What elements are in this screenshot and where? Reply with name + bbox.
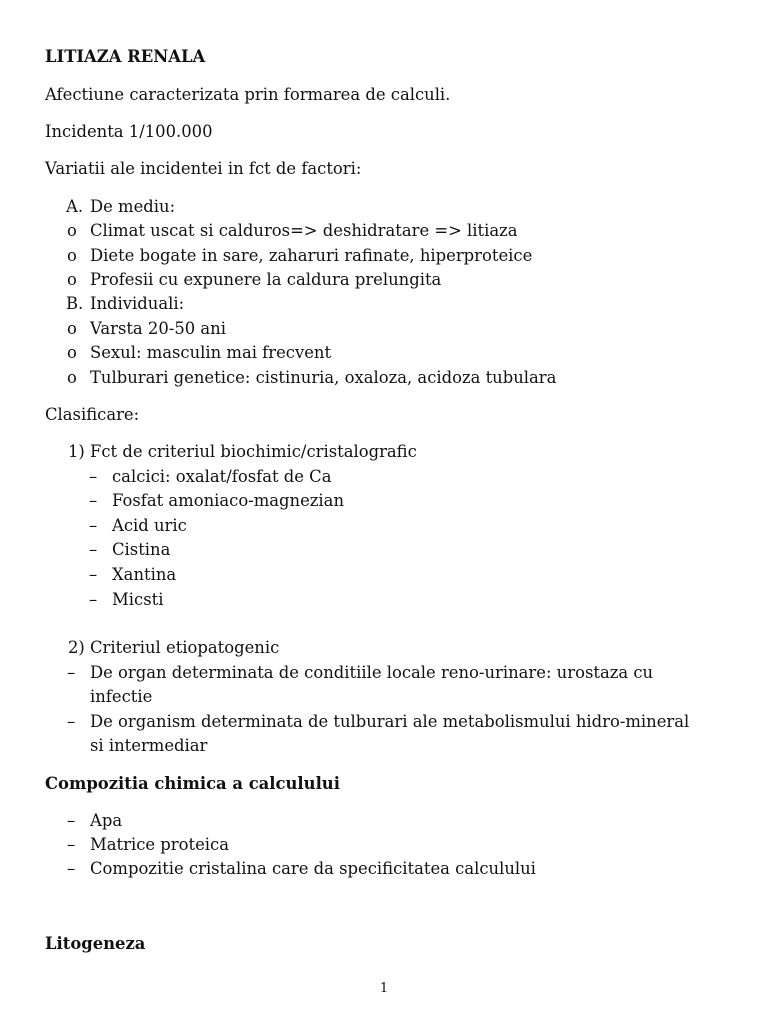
bullet-marker: o	[67, 246, 77, 265]
list-item-text: Sexul: masculin mai frecvent	[90, 343, 332, 362]
factor-environmental-heading	[66, 196, 176, 218]
list-item-text: De organ determinata de conditiile locale reno-urinare: urostaza cu	[90, 663, 654, 682]
criterion-label: Criteriul etiopatogenic	[90, 638, 280, 657]
list-item	[67, 858, 536, 880]
list-marker: A.	[66, 197, 84, 216]
factor-individual-heading	[66, 293, 185, 315]
list-item-text: Profesii cu expunere la caldura prelungita	[90, 270, 442, 289]
list-item-continuation: infectie	[90, 687, 153, 706]
dash-marker: –	[89, 540, 98, 559]
list-item	[89, 539, 171, 561]
list-item	[67, 342, 332, 364]
dash-marker: –	[89, 516, 98, 535]
list-item-text: Diete bogate in sare, zaharuri rafinate, hiperproteice	[90, 246, 533, 265]
list-item	[67, 834, 229, 856]
dash-marker: –	[67, 663, 76, 682]
list-marker: 2)	[68, 638, 85, 657]
factor-label: Individuali:	[90, 294, 185, 313]
list-item	[67, 810, 123, 832]
list-item	[89, 589, 164, 611]
list-item	[67, 269, 442, 291]
lithogenesis-heading: Litogeneza	[45, 934, 146, 953]
list-item-text: Compozitie cristalina care da specificitatea calculului	[90, 859, 536, 878]
bullet-marker: o	[67, 368, 77, 387]
list-item-text: Apa	[90, 811, 123, 830]
bullet-marker: o	[67, 319, 77, 338]
list-item	[67, 662, 654, 684]
list-item-text: Matrice proteica	[90, 835, 229, 854]
list-item-text: Micsti	[112, 590, 164, 609]
list-item	[67, 318, 226, 340]
list-marker: B.	[66, 294, 84, 313]
list-item	[89, 490, 344, 512]
list-item-text: calcici: oxalat/fosfat de Ca	[112, 467, 332, 486]
list-item	[67, 711, 690, 733]
composition-heading: Compozitia chimica a calculului	[45, 774, 340, 793]
dash-marker: –	[67, 811, 76, 830]
dash-marker: –	[67, 835, 76, 854]
dash-marker: –	[67, 712, 76, 731]
criterion-biochemical-heading	[68, 441, 417, 463]
list-item-text: Xantina	[112, 565, 177, 584]
list-item	[67, 245, 533, 267]
list-item-text: Cistina	[112, 540, 171, 559]
factor-label: De mediu:	[90, 197, 176, 216]
bullet-marker: o	[67, 343, 77, 362]
criterion-label: Fct de criteriul biochimic/cristalografic	[90, 442, 417, 461]
bullet-marker: o	[67, 221, 77, 240]
list-item-text: Varsta 20-50 ani	[90, 319, 226, 338]
dash-marker: –	[89, 590, 98, 609]
criterion-etiopathogenic-heading	[68, 637, 280, 659]
page-number: 1	[379, 981, 389, 996]
intro-paragraph: Afectiune caracterizata prin formarea de calculi.	[45, 85, 451, 104]
list-item	[89, 515, 187, 537]
list-item-text: Acid uric	[112, 516, 187, 535]
list-item	[89, 466, 332, 488]
list-item-text: De organism determinata de tulburari ale metabolismului hidro-mineral	[90, 712, 690, 731]
list-item-text: Fosfat amoniaco-magnezian	[112, 491, 344, 510]
list-item	[89, 564, 177, 586]
list-marker: 1)	[68, 442, 85, 461]
list-item-text: Tulburari genetice: cistinuria, oxaloza, acidoza tubulara	[90, 368, 557, 387]
bullet-marker: o	[67, 270, 77, 289]
dash-marker: –	[67, 859, 76, 878]
document-title: LITIAZA RENALA	[45, 47, 206, 66]
dash-marker: –	[89, 565, 98, 584]
list-item	[67, 367, 557, 389]
dash-marker: –	[89, 467, 98, 486]
variations-heading: Variatii ale incidentei in fct de factori:	[45, 159, 362, 178]
list-item-text: Climat uscat si calduros=> deshidratare => litiaza	[90, 221, 518, 240]
list-item	[67, 220, 518, 242]
classification-heading: Clasificare:	[45, 405, 140, 424]
incidence-paragraph: Incidenta 1/100.000	[45, 122, 213, 141]
dash-marker: –	[89, 491, 98, 510]
list-item-continuation: si intermediar	[90, 736, 208, 755]
